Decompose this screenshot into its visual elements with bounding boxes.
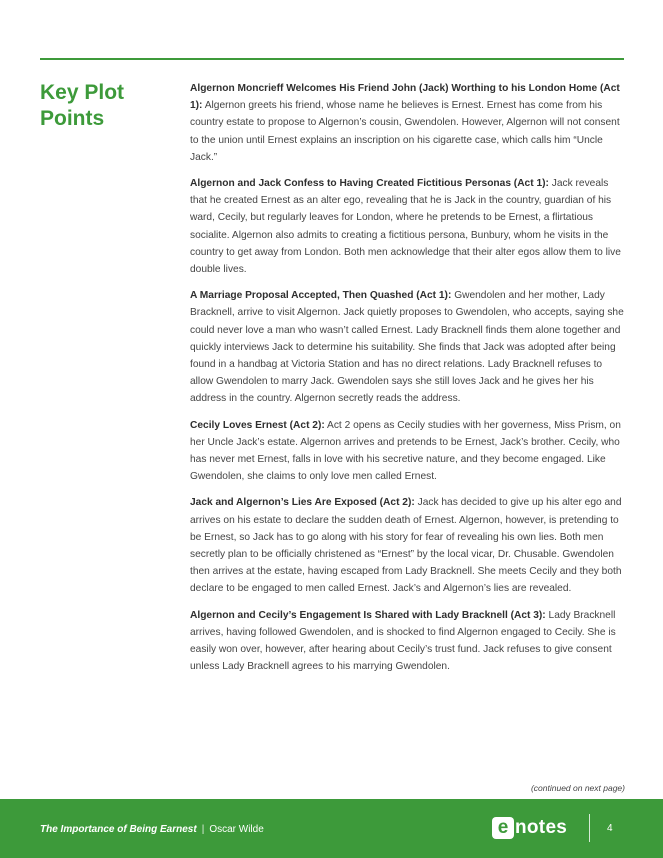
logo-wordmark: notes: [515, 817, 568, 838]
plot-point-heading: Algernon and Cecily’s Engagement Is Shared with Lady Bracknell (Act 3):: [190, 609, 546, 621]
footer-citation: [40, 824, 264, 835]
plot-point-heading: Cecily Loves Ernest (Act 2):: [190, 419, 325, 431]
plot-point-body: Jack has decided to give up his alter ego and arrives on his estate to declare the sudden death of Ernest. Algernon, however, is pretending to be Ernest, so Jack has to go along with his story for fear of revealing his own lies. Both men secretly plan to be officially christened as “Ernest” by the local vicar, Dr. Chusable. Gwendolen then arrives at the estate, having escaped from Lady Bracknell. She meets Cecily and they both declare to be engaged to men called Ernest. Jack’s and Algernon’s lies are revealed.: [190, 497, 622, 595]
page-number: 4: [607, 823, 613, 834]
plot-point: [190, 494, 626, 597]
section-title: Key Plot Points: [40, 81, 125, 130]
logo-e-icon: e: [492, 817, 514, 839]
plot-point-body: Gwendolen and her mother, Lady Bracknell, arrive to visit Algernon. Jack quietly proposes to Gwendolen, who accepts, saying she could never love a man who wasn’t called Ernest. Lady Bracknell finds them alone together and quickly interviews Jack to determine his suitability. She finds that Jack was adopted after being found in a handbag at Victoria Station and has no direct relations. Lady Bracknell refuses to allow Gwendolen to marry Jack. Gwendolen says she still loves Jack and he gives her his address in the country. Algernon secretly reads the address.: [190, 290, 624, 405]
plot-point-heading: A Marriage Proposal Accepted, Then Quashed (Act 1):: [190, 290, 452, 302]
plot-point: [190, 80, 626, 166]
continued-note: (continued on next page): [530, 783, 625, 793]
plot-point-heading: Jack and Algernon’s Lies Are Exposed (Act 2):: [190, 497, 415, 509]
author-name: Oscar Wilde: [209, 824, 264, 835]
plot-point-heading: Algernon Moncrieff Welcomes His Friend John (Jack) Worthing to his London Home (Act 1):: [190, 83, 620, 112]
book-title: The Importance of Being Earnest: [40, 824, 197, 835]
plot-point-body: Lady Bracknell arrives, having followed Gwendolen, and is shocked to find Algernon engaged to Cecily. She is easily won over, however, after hearing about Cecily’s trust fund. Jack refuses to give consent unless Lady Bracknell agrees to his marrying Gwendolen.: [190, 609, 616, 673]
plot-point-body: Algernon greets his friend, whose name he believes is Ernest. Ernest has come from his country estate to propose to Algernon’s cousin, Gwendolen. However, Algernon will not consent to the union until Ernest explains an inscription on his cigarette case, which calls him “Uncle Jack.”: [190, 100, 620, 163]
enotes-logo[interactable]: [492, 816, 567, 840]
footer: [0, 799, 663, 858]
footer-separator: |: [201, 824, 205, 835]
plot-point-heading: Algernon and Jack Confess to Having Created Fictitious Personas (Act 1):: [190, 178, 549, 190]
plot-point-body: Jack reveals that he created Ernest as an alter ego, revealing that he is Jack in the country, guardian of his ward, Cecily, but regularly leaves for London, where he pretends to be Ernest, a flirtatious socialite. Algernon also admits to creating a fictitious persona, Bunbury, whom he visits in the country to get away from London. Both men acknowledge that their alter egos allow them to live double lives.: [190, 178, 621, 276]
plot-points-list: [190, 80, 626, 685]
plot-point: [190, 607, 626, 676]
footer-divider: [589, 814, 590, 842]
plot-point: [190, 287, 626, 407]
plot-point-body: Act 2 opens as Cecily studies with her governess, Miss Prism, on her Uncle Jack’s estate. Algernon arrives and pretends to be Ernest, Jack’s brother. Cecily, who has never met Ernest, falls in love with his secretive nature, and they become engaged. Like Gwendolen, she claims to only love men called Ernest.: [190, 419, 621, 483]
plot-point: [190, 417, 626, 486]
top-rule: [40, 58, 624, 60]
plot-point: [190, 175, 626, 278]
